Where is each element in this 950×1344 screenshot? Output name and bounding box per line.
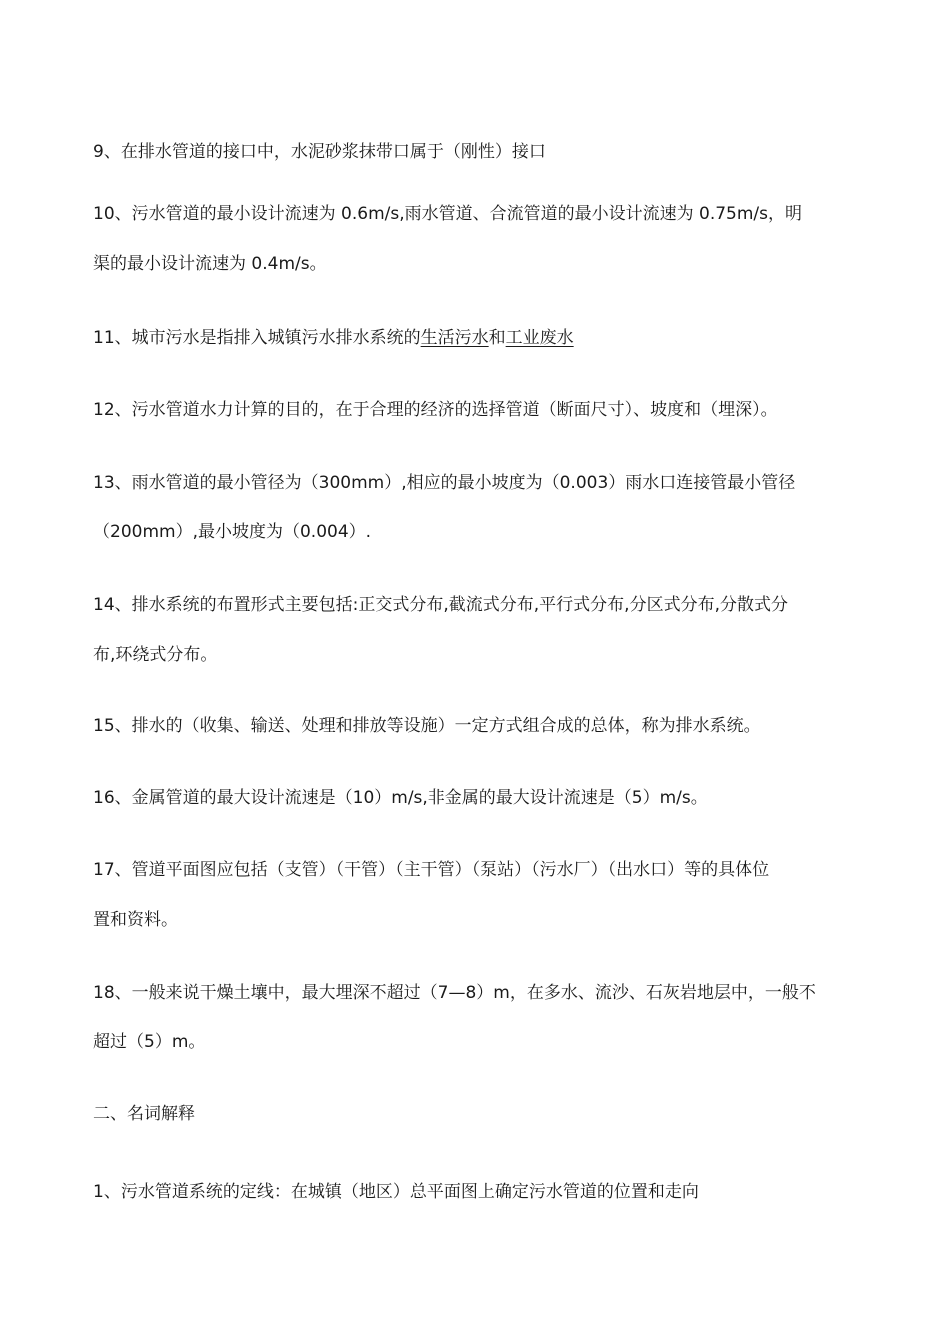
question-18-line-2: 超过（5）m。 — [93, 1032, 206, 1052]
question-9: 9、在排水管道的接口中，水泥砂浆抹带口属于（刚性）接口 — [93, 142, 546, 162]
definition-1: 1、污水管道系统的定线：在城镇（地区）总平面图上确定污水管道的位置和走向 — [93, 1182, 699, 1202]
question-18-line-1: 18、一般来说干燥土壤中，最大埋深不超过（7—8）m，在多水、流沙、石灰岩地层中，一般不 — [93, 983, 816, 1003]
question-11 — [93, 326, 863, 350]
question-17-line-2: 置和资料。 — [93, 910, 178, 930]
question-11-text: 11、城市污水是指排入城镇污水排水系统的 — [93, 328, 421, 348]
question-14-line-2: 布,环绕式分布。 — [93, 645, 218, 665]
question-11-conjunction: 和 — [488, 328, 506, 348]
question-10-line-2: 渠的最小设计流速为 0.4m/s。 — [93, 254, 327, 274]
question-13-line-2: （200mm）,最小坡度为（0.004）. — [93, 522, 372, 542]
question-14-line-1: 14、排水系统的布置形式主要包括:正交式分布,截流式分布,平行式分布,分区式分布,分散式分 — [93, 595, 788, 615]
section-heading-definitions: 二、名词解释 — [93, 1104, 195, 1124]
question-16: 16、金属管道的最大设计流速是（10）m/s,非金属的最大设计流速是（5）m/s。 — [93, 788, 708, 808]
question-10-line-1: 10、污水管道的最小设计流速为 0.6m/s,雨水管道、合流管道的最小设计流速为 0.75m/s，明 — [93, 204, 803, 224]
answer-domestic-sewage: 生活污水 — [420, 328, 489, 348]
question-17-line-1: 17、管道平面图应包括（支管）（干管）（主干管）（泵站）（污水厂）（出水口）等的具体位 — [93, 860, 770, 880]
question-15: 15、排水的（收集、输送、处理和排放等设施）一定方式组合成的总体，称为排水系统。 — [93, 716, 761, 736]
question-13-line-1: 13、雨水管道的最小管径为（300mm）,相应的最小坡度为（0.003）雨水口连接管最小管径 — [93, 473, 796, 493]
question-12: 12、污水管道水力计算的目的，在于合理的经济的选择管道（断面尺寸）、坡度和（埋深）。 — [93, 400, 778, 420]
answer-industrial-wastewater: 工业废水 — [505, 328, 574, 348]
